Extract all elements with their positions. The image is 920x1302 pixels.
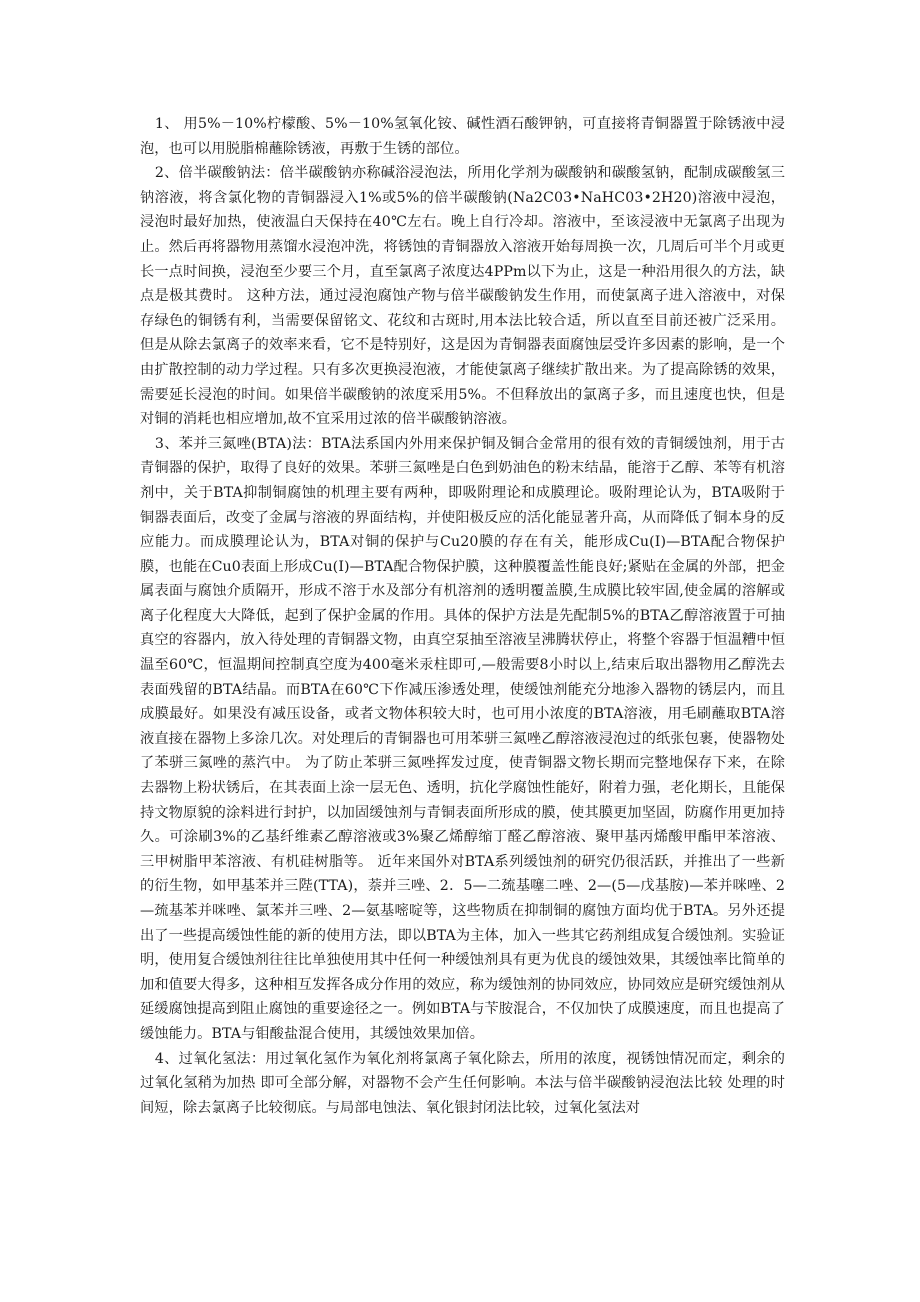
document-body <box>140 112 785 1120</box>
paragraph-bta-method: 3、苯并三氮唑(BTA)法：BTA法系国内外用来保护铜及铜合金常用的很有效的青铜缓蚀剂，用于古青铜器的保护，取得了良好的效果。苯骈三氮唑是白色到奶油色的粉末结晶，能溶于乙醇、苯等有机溶剂中，关于BTA抑制铜腐蚀的机理主要有两种，即吸附理论和成膜理论。吸附理论认为，BTA吸附于铜器表面后，改变了金属与溶液的界面结构，并使阳极反应的活化能显著升高，从而降低了铜本身的反应能力。而成膜理论认为，BTA对铜的保护与Cu20膜的存在有关，能形成Cu(I)—BTA配合物保护膜，也能在Cu0表面上形成Cu(I)—BTA配合物保护膜，这种膜覆盖性能良好;紧贴在金属的外部，把金属表面与腐蚀介质隔开，形成不溶于水及部分有机溶剂的透明覆盖膜,生成膜比较牢固,使金属的溶解或离子化程度大大降低，起到了保护金属的作用。具体的保护方法是先配制5%的BTA乙醇溶液置于可抽真空的容器内，放入待处理的青铜器文物，由真空泵抽至溶液呈沸腾状停止，将整个容器于恒温糟中恒温至60℃，恒温期间控制真空度为400毫米汞柱即可,—般需要8小时以上,结束后取出器物用乙醇洗去表面残留的BTA结晶。而BTA在60℃下作减压渗透处理，使缓蚀剂能充分地渗入器物的锈层内，而且成膜最好。如果没有减压设备，或者文物体积较大时，也可用小浓度的BTA溶液，用毛刷蘸取BTA溶液直接在器物上多涂几次。对处理后的青铜器也可用苯骈三氮唑乙醇溶液浸泡过的纸张包裹，使器物处了苯骈三氮唑的蒸汽中。 为了防止苯骈三氮唑挥发过度，使青铜器文物长期而完整地保存下来，在除去器物上粉状锈后，在其表面上涂一层无色、透明，抗化学腐蚀性能好，附着力强，老化期长，且能保持文物原貌的涂料进行封护，以加固缓蚀剂与青铜表面所形成的膜，使其膜更加坚固，防腐作用更加持久。可涂刷3%的乙基纤维素乙醇溶液或3%聚乙烯醇缩丁醛乙醇溶液、聚甲基丙烯酸甲酯甲苯溶液、三甲树脂甲苯溶液、有机硅树脂等。 近年来国外对BTA系列缓蚀剂的研究仍很活跃，并推出了一些新的衍生物，如甲基苯并三陛(TTA)，萘并三唑、2．5—二巯基噻二唑、2—(5—戊基胺)—苯并咪唑、2—巯基苯并咪唑、氯苯并三唑、2—氨基嘧啶等，这些物质在抑制铜的腐蚀方面均优于BTA。另外还提出了一些提高缓蚀性能的新的使用方法，即以BTA为主体，加入一些其它药剂组成复合缓蚀剂。实验证明，使用复合缓蚀剂往往比单独使用其中任何一种缓蚀剂具有更为优良的缓蚀效果，其缓蚀率比简单的加和值要大得多，这种相互发挥各成分作用的效应，称为缓蚀剂的协同效应，协同效应是研究缓蚀剂从延缓腐蚀提高到阻止腐蚀的重要途径之一。例如BTA与苄胺混合，不仅加快了成膜速度，而且也提高了缓蚀能力。BTA与钼酸盐混合使用，其缓蚀效果加倍。 <box>140 435 785 1042</box>
paragraph-hydrogen-peroxide-method: 4、过氧化氢法：用过氧化氢作为氧化剂将氯离子氧化除去，所用的浓度，视锈蚀情况而定，剩余的过氧化氢稍为加热 即可全部分解，对器物不会产生任何影响。本法与倍半碳酸钠浸泡法比较 处理的时间短，除去氯离子比较彻底。与局部电蚀法、氧化银封闭法比较，过氧化氢法对 <box>140 1050 785 1116</box>
paragraph-citric-acid-method: 1、 用5%－10%柠檬酸、5%－10%氢氧化铵、碱性酒石酸钾钠，可直接将青铜器置于除锈液中浸泡，也可以用脱脂棉蘸除锈液，再敷于生锈的部位。 <box>140 116 785 157</box>
paragraph-sesquicarbonate-method: 2、倍半碳酸钠法：倍半碳酸钠亦称碱浴浸泡法，所用化学剂为碳酸钠和碳酸氢钠，配制成碳酸氢三钠溶液，将含氯化物的青铜器浸入1%或5%的倍半碳酸钠(Na2C03•NaHC03•2H20)溶液中浸泡，浸泡时最好加热，使液温白天保持在40℃左右。晚上自行冷却。溶液中，至该浸液中无氯离子出现为止。然后再将器物用蒸馏水浸泡冲洗，将锈蚀的青铜器放入溶液开始每周换一次，几周后可半个月或更长一点时间换，浸泡至少要三个月，直至氯离子浓度达4PPm以下为止，这是一种沿用很久的方法，缺点是极其费时。 这种方法，通过浸泡腐蚀产物与倍半碳酸钠发生作用，而使氯离子进入溶液中，对保存绿色的铜锈有利，当需要保留铭文、花纹和古斑时,用本法比较合适，所以直至目前还被广泛采用。但是从除去氯离子的效率来看，它不是特别好，这是因为青铜器表面腐蚀层受许多因素的影响，是一个由扩散控制的动力学过程。只有多次更换浸泡液，才能使氯离子继续扩散出来。为了提高除锈的效果，需要延长浸泡的时间。如果倍半碳酸钠的浓度采用5%。不但释放出的氯离子多，而且速度也快，但是对铜的消耗也相应增加,故不宜采用过浓的倍半碳酸钠溶液。 <box>140 165 785 428</box>
